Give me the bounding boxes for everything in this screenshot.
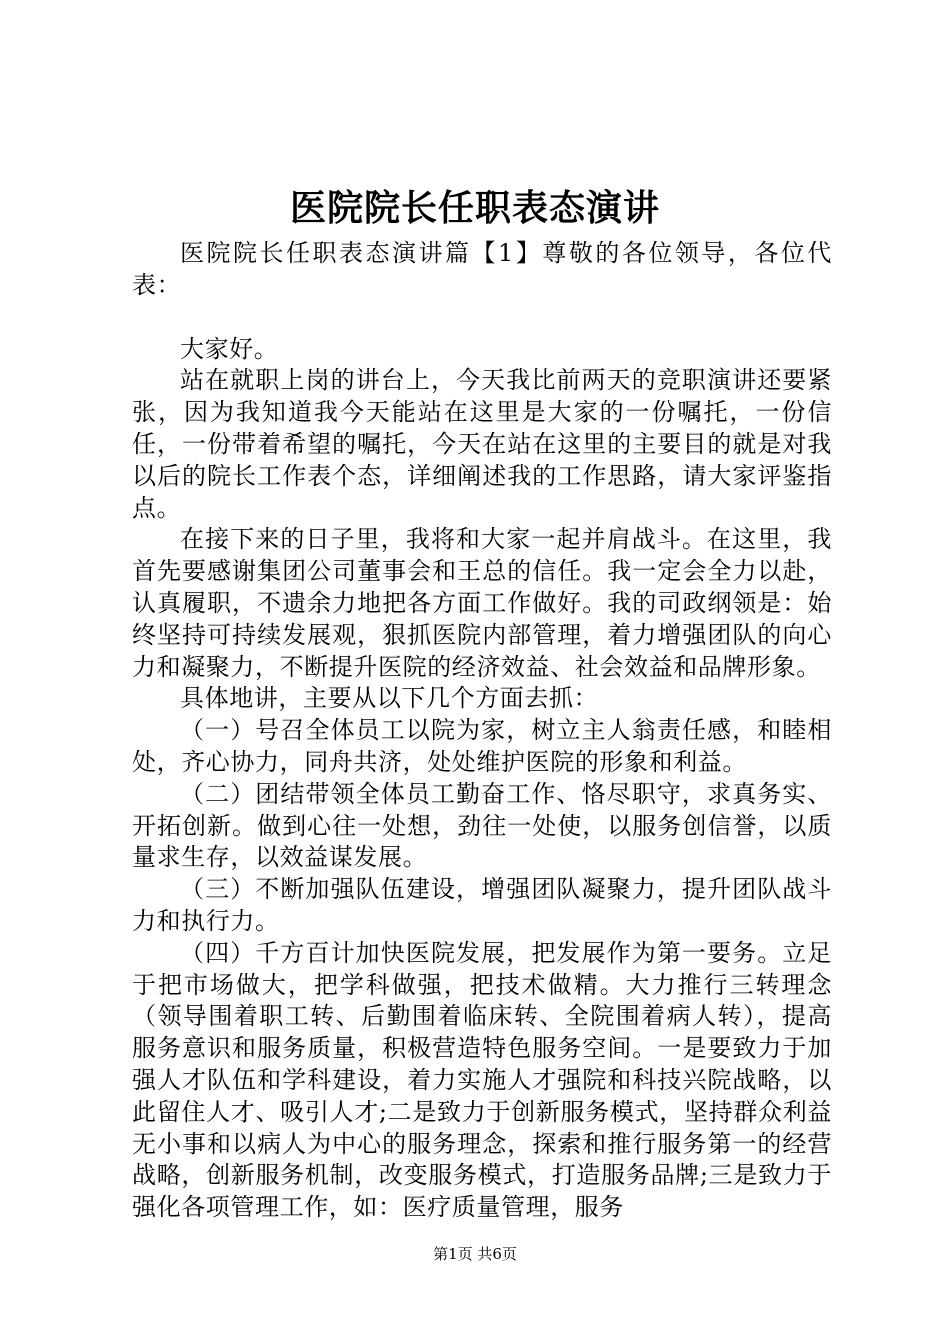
document-title: 医院院长任职表态演讲 [289,187,660,229]
greeting-paragraph: 大家好。 [180,334,279,363]
list-paragraph-3: （三）不断加强队伍建设，增强团队凝聚力，提升团队战斗力和执行力。 [132,875,832,935]
body-paragraph: 具体地讲，主要从以下几个方面去抓： [180,684,599,713]
list-paragraph-4: （四）千方百计加快医院发展，把发展作为第一要务。立足于把市场做大，把学科做强，把技术做精。大力推行三转理念（领导围着职工转、后勤围着临床转、全院围着病人转），提高服务意识和服务质量，积极营造特色服务空间。一是要致力于加强人才队伍和学科建设，着力实施人才强院和科技兴院战略，以此留住人才、吸引人才;二是致力于创新服务模式，坚持群众利益无小事和以病人为中心的服务理念，探索和推行服务第一的经营战略，创新服务机制，改变服务模式，打造服务品牌;三是致力于强化各项管理工作，如：医疗质量管理，服务 [132,938,832,1222]
intro-paragraph: 医院院长任职表态演讲篇【1】尊敬的各位领导，各位代表： [132,239,832,299]
body-paragraph: 站在就职上岗的讲台上，今天我比前两天的竞职演讲还要紧张，因为我知道我今天能站在这里是大家的一份嘱托，一份信任，一份带着希望的嘱托，今天在站在这里的主要目的就是对我以后的院长工作表个态，详细阐述我的工作思路，请大家评鉴指点。 [132,366,832,522]
body-paragraph: 在接下来的日子里，我将和大家一起并肩战斗。在这里，我首先要感谢集团公司董事会和王总的信任。我一定会全力以赴，认真履职，不遗余力地把各方面工作做好。我的司政纲领是：始终坚持可持续发展观，狠抓医院内部管理，着力增强团队的向心力和凝聚力，不断提升医院的经济效益、社会效益和品牌形象。 [132,525,832,681]
list-paragraph-2: （二）团结带领全体员工勤奋工作、恪尽职守，求真务实、开拓创新。做到心往一处想，劲往一处使，以服务创信誉，以质量求生存，以效益谋发展。 [132,779,832,872]
list-paragraph-1: （一）号召全体员工以院为家，树立主人翁责任感，和睦相处，齐心协力，同舟共济，处处维护医院的形象和利益。 [132,716,832,776]
document-body [132,238,832,1224]
page-number-footer: 第1页 共6页 [433,1245,517,1263]
